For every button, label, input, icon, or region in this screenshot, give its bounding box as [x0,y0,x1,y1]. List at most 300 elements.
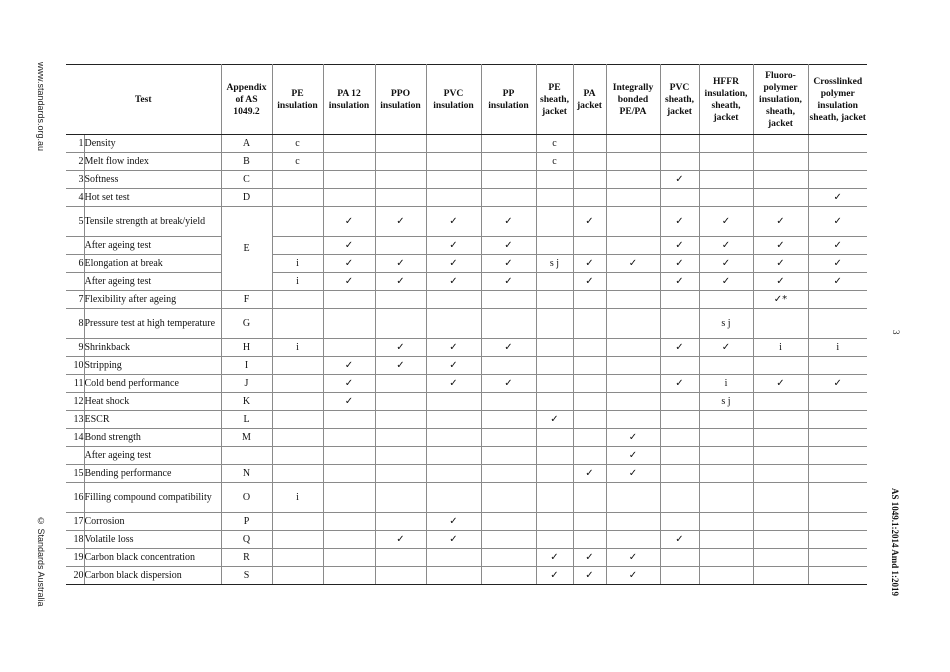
test-name: Bond strength [84,429,221,447]
requirement-cell [699,357,753,375]
row-number: 15 [66,465,84,483]
requirement-cell [323,549,375,567]
requirement-cell [573,375,606,393]
requirement-cell [272,375,323,393]
requirement-cell [272,429,323,447]
row-number: 14 [66,429,84,447]
requirement-cell [699,465,753,483]
requirement-cell [481,513,536,531]
header-pa-jacket: PA jacket [573,65,606,135]
requirement-cell [573,135,606,153]
requirement-cell [272,171,323,189]
document-id: AS 1049.1:2014 Amd 1:2019 [890,488,900,597]
row-number: 4 [66,189,84,207]
requirement-cell [808,513,867,531]
header-pp-insulation: PP insulation [481,65,536,135]
requirement-cell: i [272,255,323,273]
requirement-cell [660,411,699,429]
table-row [66,189,867,207]
appendix-code: F [221,291,272,309]
table-row [66,291,867,309]
test-name: ESCR [84,411,221,429]
requirement-cell [481,291,536,309]
requirement-cell: ✓ [606,447,660,465]
row-number: 5 [66,207,84,237]
row-number: 11 [66,375,84,393]
requirement-cell: ✓ [808,189,867,207]
test-name: After ageing test [84,273,221,291]
requirement-cell: ✓ [808,237,867,255]
requirement-cell: ✓ [660,171,699,189]
test-name: Softness [84,171,221,189]
table-row [66,375,867,393]
appendix-code: I [221,357,272,375]
requirement-cell [481,483,536,513]
test-name: After ageing test [84,447,221,465]
header-appendix: Appendix of AS 1049.2 [221,65,272,135]
appendix-code: S [221,567,272,585]
requirement-cell: ✓ [323,375,375,393]
requirement-cell [375,237,426,255]
requirement-cell: ✓ [426,255,481,273]
requirement-cell [481,153,536,171]
requirement-cell [753,429,808,447]
row-number: 10 [66,357,84,375]
row-number: 6 [66,255,84,273]
table-row [66,393,867,411]
row-number [66,447,84,465]
requirement-cell [481,357,536,375]
requirement-cell [323,339,375,357]
requirement-cell [323,411,375,429]
requirement-cell: i [272,483,323,513]
row-number: 17 [66,513,84,531]
requirement-cell [606,189,660,207]
requirement-cell [536,357,573,375]
requirement-cell [375,513,426,531]
requirement-cell [573,189,606,207]
requirement-cell [481,411,536,429]
table-row [66,309,867,339]
requirement-cell [660,513,699,531]
appendix-code: H [221,339,272,357]
row-number: 1 [66,135,84,153]
requirement-cell [660,465,699,483]
requirement-cell [753,135,808,153]
requirement-cell: ✓ [426,375,481,393]
requirement-cell [808,153,867,171]
requirement-cell [660,393,699,411]
requirement-cell [426,483,481,513]
requirement-cell [808,567,867,585]
appendix-code: B [221,153,272,171]
requirement-cell [323,309,375,339]
row-number: 3 [66,171,84,189]
requirement-cell [660,357,699,375]
table-row [66,207,867,237]
requirement-cell [573,483,606,513]
requirement-cell: ✓ [753,375,808,393]
requirement-cell [323,567,375,585]
requirement-cell [660,135,699,153]
requirement-cell [481,465,536,483]
table-header-row [66,65,867,135]
header-bonded-pe-pa: Integrally bonded PE/PA [606,65,660,135]
requirement-cell [606,513,660,531]
requirement-cell [808,135,867,153]
requirement-cell: ✓ [699,255,753,273]
requirement-cell: ✓ [660,207,699,237]
header-pvc-insulation: PVC insulation [426,65,481,135]
requirement-cell [753,483,808,513]
requirement-cell [699,447,753,465]
requirement-cell: ✓ [699,237,753,255]
test-name: After ageing test [84,237,221,255]
requirement-cell [699,189,753,207]
requirement-cell [323,135,375,153]
requirement-cell [606,153,660,171]
test-name: Corrosion [84,513,221,531]
requirement-cell: ✓ [481,273,536,291]
requirement-cell [375,429,426,447]
requirement-cell: ✓ [573,549,606,567]
requirement-cell: i [272,339,323,357]
requirement-cell: ✓ [606,429,660,447]
table-row [66,171,867,189]
test-name: Bending performance [84,465,221,483]
requirement-cell [699,429,753,447]
header-fluoropolymer: Fluoro-polymer insulation, sheath, jacket [753,65,808,135]
requirement-cell: ✓ [660,339,699,357]
requirement-cell [536,273,573,291]
row-number: 8 [66,309,84,339]
requirement-cell [375,153,426,171]
row-number: 20 [66,567,84,585]
requirement-cell [272,357,323,375]
requirement-cell [272,393,323,411]
requirement-cell [481,567,536,585]
appendix-code: M [221,429,272,447]
appendix-code: A [221,135,272,153]
requirement-cell: ✓ [426,237,481,255]
requirement-cell [426,171,481,189]
requirement-cell [375,309,426,339]
requirement-cell: ✓ [606,255,660,273]
requirement-cell [753,357,808,375]
requirement-cell [272,447,323,465]
test-name: Cold bend performance [84,375,221,393]
requirement-cell [753,171,808,189]
table-row [66,429,867,447]
requirement-cell [573,357,606,375]
row-number: 16 [66,483,84,513]
requirement-cell [808,549,867,567]
requirement-cell: ✓ [323,255,375,273]
requirement-cell [573,429,606,447]
requirement-cell: ✓ [481,237,536,255]
requirement-cell [375,549,426,567]
appendix-code: C [221,171,272,189]
requirement-cell [573,237,606,255]
test-name: Melt flow index [84,153,221,171]
table-row [66,447,867,465]
requirement-cell [808,309,867,339]
requirement-cell [536,375,573,393]
requirement-cell [536,339,573,357]
test-requirements-table [66,64,867,585]
requirement-cell [660,291,699,309]
requirement-cell [426,291,481,309]
requirement-cell [272,531,323,549]
requirement-cell [699,291,753,309]
requirement-cell [753,567,808,585]
header-pvc-sheath: PVC sheath, jacket [660,65,699,135]
requirement-cell: c [536,153,573,171]
requirement-cell: ✓ [323,273,375,291]
test-name: Flexibility after ageing [84,291,221,309]
appendix-code: L [221,411,272,429]
requirement-cell [323,291,375,309]
test-name: Carbon black concentration [84,549,221,567]
requirement-cell [606,207,660,237]
requirement-cell [536,309,573,339]
requirement-cell [481,171,536,189]
requirement-cell [323,189,375,207]
requirement-cell [808,393,867,411]
requirement-cell: ✓ [481,207,536,237]
requirement-cell: ✓ [426,513,481,531]
requirement-cell [426,465,481,483]
requirement-cell [323,171,375,189]
table-row [66,135,867,153]
table-row [66,549,867,567]
requirement-cell [699,531,753,549]
appendix-code: O [221,483,272,513]
requirement-cell [272,237,323,255]
requirement-cell [536,237,573,255]
row-number [66,237,84,255]
requirement-cell: c [272,135,323,153]
requirement-cell [426,309,481,339]
requirement-cell: ✓ [699,273,753,291]
requirement-cell: ✓ [808,273,867,291]
requirement-cell [426,411,481,429]
requirement-cell [272,207,323,237]
requirement-cell [426,189,481,207]
appendix-code: Q [221,531,272,549]
requirement-cell [536,171,573,189]
appendix-code: P [221,513,272,531]
requirement-cell [375,189,426,207]
requirement-cell [808,357,867,375]
appendix-code: K [221,393,272,411]
row-number: 19 [66,549,84,567]
table-row [66,273,867,291]
requirement-cell [660,447,699,465]
requirement-cell [481,549,536,567]
test-name: Elongation at break [84,255,221,273]
requirement-cell [808,291,867,309]
appendix-code: E [221,207,272,291]
requirement-cell [753,513,808,531]
requirement-cell [606,393,660,411]
requirement-cell [660,549,699,567]
requirement-cell [606,291,660,309]
requirement-cell: ✓ [753,237,808,255]
test-name: Stripping [84,357,221,375]
requirement-cell [573,531,606,549]
requirement-cell [481,135,536,153]
requirement-cell [808,483,867,513]
requirement-cell: ✓ [323,393,375,411]
table-row [66,237,867,255]
requirement-cell [375,567,426,585]
requirement-cell: ✓* [753,291,808,309]
header-pe-insulation: PE insulation [272,65,323,135]
header-test: Test [66,65,221,135]
requirement-cell [753,411,808,429]
requirement-cell [323,153,375,171]
requirement-cell [660,483,699,513]
header-crosslinked: Crosslinked polymer insulation sheath, jacket [808,65,867,135]
requirement-cell [536,393,573,411]
table-row [66,483,867,513]
requirement-cell [426,549,481,567]
requirement-cell [375,375,426,393]
requirement-cell [808,465,867,483]
table-row [66,411,867,429]
requirement-cell: s j [699,393,753,411]
requirement-cell [753,153,808,171]
requirement-cell: ✓ [660,237,699,255]
requirement-cell [573,291,606,309]
requirement-cell [272,567,323,585]
requirement-cell: ✓ [375,531,426,549]
test-name: Volatile loss [84,531,221,549]
requirement-cell [753,393,808,411]
requirement-cell [536,483,573,513]
requirement-cell [699,513,753,531]
requirement-cell [481,447,536,465]
requirement-cell [606,273,660,291]
requirement-cell [272,189,323,207]
requirement-cell [272,309,323,339]
requirement-cell [272,291,323,309]
requirement-cell: ✓ [426,207,481,237]
requirement-cell: i [808,339,867,357]
requirement-cell: c [272,153,323,171]
page-number: 3 [891,330,901,335]
requirement-cell: ✓ [660,255,699,273]
requirement-cell [573,513,606,531]
requirement-cell: ✓ [573,465,606,483]
requirement-cell [375,291,426,309]
requirement-cell [481,429,536,447]
row-number: 2 [66,153,84,171]
requirement-cell [323,447,375,465]
header-pa12-insulation: PA 12 insulation [323,65,375,135]
requirement-cell [481,189,536,207]
requirement-cell [536,429,573,447]
requirement-cell [753,465,808,483]
requirement-cell: ✓ [481,375,536,393]
requirement-cell [536,531,573,549]
requirement-cell [323,531,375,549]
requirement-cell [699,135,753,153]
requirement-cell: ✓ [375,357,426,375]
appendix-code [221,447,272,465]
requirement-cell [606,483,660,513]
requirement-cell: ✓ [536,567,573,585]
test-name: Density [84,135,221,153]
requirement-cell [375,411,426,429]
requirement-cell [606,309,660,339]
requirement-cell: ✓ [323,237,375,255]
requirement-cell [375,171,426,189]
requirement-cell: ✓ [808,375,867,393]
requirement-cell [375,447,426,465]
requirement-cell [272,411,323,429]
requirement-cell: ✓ [753,207,808,237]
requirement-cell [573,171,606,189]
requirement-cell [699,483,753,513]
requirement-cell [323,429,375,447]
requirement-cell [536,189,573,207]
requirement-cell: ✓ [323,357,375,375]
requirement-cell [606,339,660,357]
test-name: Shrinkback [84,339,221,357]
requirement-cell: ✓ [606,465,660,483]
requirement-cell: ✓ [375,273,426,291]
requirement-cell [573,447,606,465]
requirement-cell [699,153,753,171]
requirement-cell: ✓ [660,531,699,549]
requirement-cell: s j [536,255,573,273]
requirement-cell [272,513,323,531]
requirement-cell [272,549,323,567]
requirement-cell [808,429,867,447]
requirement-cell [426,153,481,171]
requirement-cell [573,393,606,411]
requirement-cell: ✓ [481,255,536,273]
requirement-cell [606,171,660,189]
requirement-cell [699,549,753,567]
requirement-cell [426,135,481,153]
table-row [66,567,867,585]
requirement-cell: ✓ [375,255,426,273]
table-row [66,339,867,357]
website-margin-text: www.standards.org.au [36,62,46,152]
requirement-cell [573,153,606,171]
test-name: Carbon black dispersion [84,567,221,585]
requirement-cell [426,393,481,411]
requirement-cell [481,309,536,339]
requirement-cell [375,135,426,153]
requirement-cell [323,483,375,513]
requirement-cell [426,429,481,447]
appendix-code: G [221,309,272,339]
requirement-cell [536,465,573,483]
test-name: Tensile strength at break/yield [84,207,221,237]
row-number: 9 [66,339,84,357]
requirement-cell [272,465,323,483]
requirement-cell [573,411,606,429]
requirement-cell: ✓ [573,567,606,585]
requirement-cell [660,567,699,585]
requirement-cell: ✓ [660,273,699,291]
requirement-cell: ✓ [536,411,573,429]
requirement-cell [808,447,867,465]
